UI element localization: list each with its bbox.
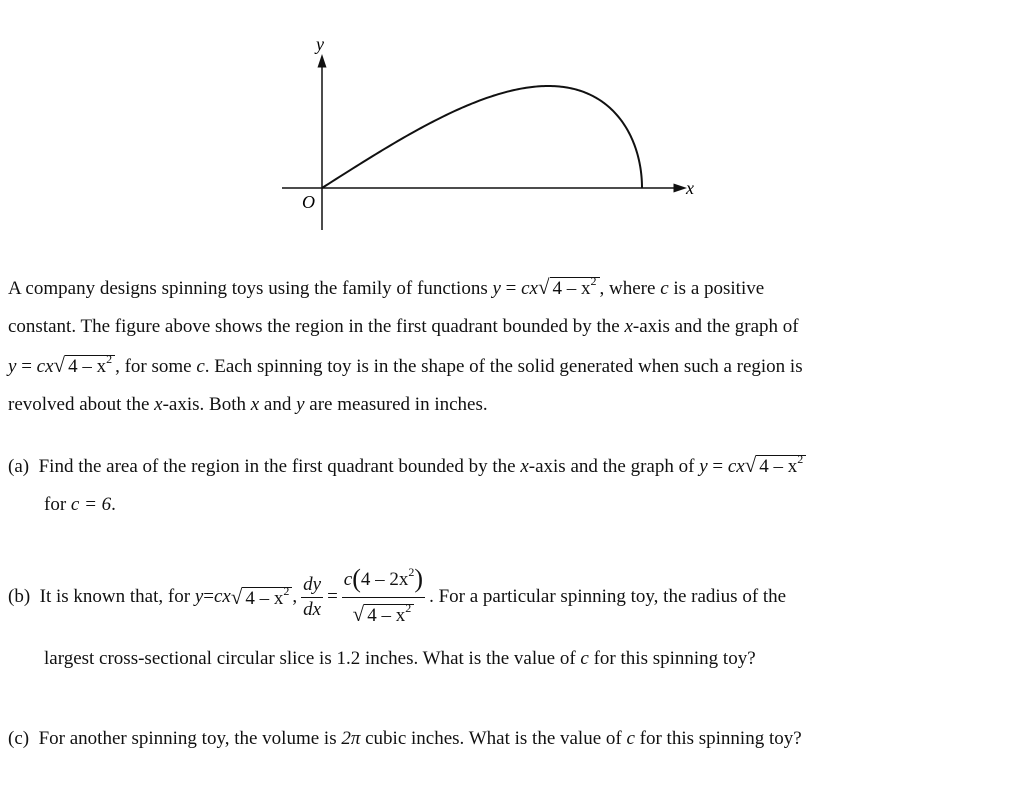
part-c: (c) For another spinning toy, the volume is 2π cubic inches. What is the value of c for this spinning toy? xyxy=(8,728,802,749)
part-b: (b) It is known that, for y = cx √ $4 - x^2$ , $\frac{dy}{dx}$ = $\frac{c(4 - 2x^2)}{√ 4 - x^2}$ . For a particular spinning toy, the radius of the largest cross-sectional circular slice is 1.2 inches. What is the value of c for this spinning toy? xyxy=(8,564,787,669)
intro-line-1: A company designs spinning toys using the family of functions y = cx√ $4 - x^2$ , where c is a positive xyxy=(8,268,803,307)
sqrt-expression: √ $4 - x^2$ xyxy=(745,446,807,486)
sqrt-expression: √ $4 - x^2$ xyxy=(54,346,116,386)
part-b-label: (b) xyxy=(8,586,31,607)
graph-figure xyxy=(0,0,1024,240)
intro-line-2: constant. The figure above shows the region in the first quadrant bounded by the x-axis and the graph of xyxy=(8,316,799,337)
sqrt-expression: √ $4 - x^2$ xyxy=(538,268,600,308)
intro-line-3: y = cx√ $4 - x^2$ , for some c. Each spinning toy is in the shape of the solid generated when such a region is xyxy=(8,346,803,385)
y-axis-label: y xyxy=(316,34,324,54)
intro-paragraph xyxy=(8,268,803,424)
part-a-label: (a) xyxy=(8,456,30,477)
x-axis-label: x xyxy=(686,178,694,198)
dy-dx-fraction: $\frac{dy}{dx}$ xyxy=(303,573,322,620)
part-a: (a) Find the area of the region in the first quadrant bounded by the x-axis and the graph of y = cx√ $4 - x^2$ for c = 6. xyxy=(8,446,806,524)
function-curve xyxy=(322,86,642,188)
sqrt-expression: √ $4 - x^2$ xyxy=(353,598,415,632)
intro-line-4: revolved about the x-axis. Both x and y are measured in inches. xyxy=(8,394,488,415)
derivative-fraction: $\frac{c(4 - 2x^2)}{√ 4 - x^2}$ xyxy=(342,562,425,632)
sqrt-expression: √ $4 - x^2$ xyxy=(231,585,293,610)
origin-label: O xyxy=(302,192,315,212)
part-c-label: (c) xyxy=(8,728,30,749)
